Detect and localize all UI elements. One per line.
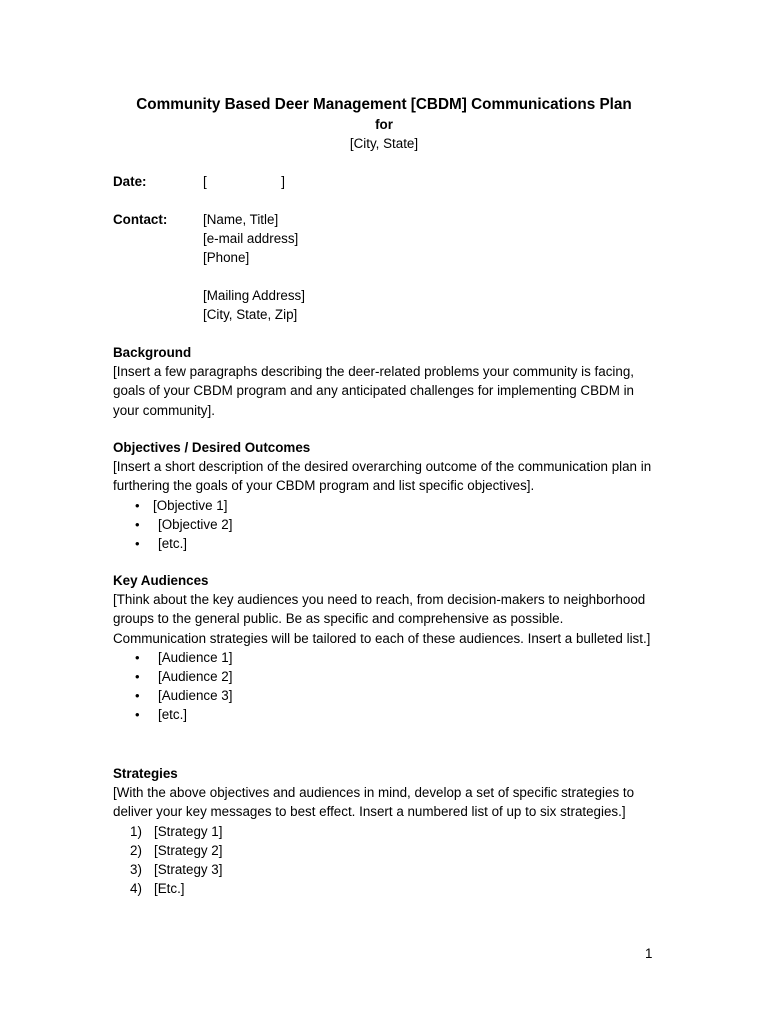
list-number: 2): [130, 842, 142, 858]
objectives-list: [113, 496, 658, 554]
document-location: [City, State]: [349, 136, 419, 151]
document-title: Community Based Deer Management [CBDM] Communications Plan: [136, 96, 632, 113]
strategies-heading: Strategies: [113, 766, 178, 781]
strategies-text: [With the above objectives and audiences in mind, develop a set of specific strategies to deliver your key messages to best effect. Insert a numbered list of up to six strategies.]: [113, 785, 635, 820]
date-placeholder: [203, 172, 285, 191]
background-section: [113, 343, 658, 420]
list-item: • [Audience 2]: [113, 667, 658, 686]
audiences-heading: Key Audiences: [113, 573, 209, 588]
list-number: 4): [130, 880, 142, 896]
list-item: • [etc.]: [113, 705, 658, 724]
page-number: 1: [645, 946, 653, 961]
list-item: • [Audience 1]: [113, 648, 658, 667]
contact-label: Contact:: [113, 212, 168, 227]
list-item-label: [Strategy 3]: [154, 861, 223, 877]
list-item: [113, 841, 658, 860]
contact-city-state-zip: [City, State, Zip]: [203, 307, 298, 322]
contact-mailing-address: [Mailing Address]: [203, 288, 305, 303]
list-item-label: [Strategy 1]: [154, 823, 223, 839]
audiences-section: [113, 571, 658, 725]
list-number: 1): [130, 823, 142, 839]
audiences-text: [Think about the key audiences you need to reach, from decision-makers to neighborhood groups to the general public. Be as specific and comprehensive as possible. Communication strategies will be tailored to each of these audiences. Insert a bulleted list.]: [113, 592, 651, 646]
objectives-section: [113, 438, 658, 553]
list-item: [113, 822, 658, 841]
list-number: 3): [130, 861, 142, 877]
list-item: • [Objective 1]: [113, 496, 658, 515]
objectives-text: [Insert a short description of the desired overarching outcome of the communication plan in furthering the goals of your CBDM program and list specific objectives].: [113, 459, 652, 494]
list-item: [113, 879, 658, 898]
audiences-list: [113, 648, 658, 725]
contact-email: [e-mail address]: [203, 231, 299, 246]
background-heading: Background: [113, 345, 192, 360]
date-label: Date:: [113, 174, 147, 189]
title-for: for: [375, 117, 393, 132]
list-item: • [Audience 3]: [113, 686, 658, 705]
objectives-heading: Objectives / Desired Outcomes: [113, 440, 311, 455]
list-item: • [etc.]: [113, 534, 658, 553]
contact-name-title: [Name, Title]: [203, 212, 279, 227]
list-item-label: [Strategy 2]: [154, 842, 223, 858]
strategies-list: [113, 822, 658, 898]
date-close-bracket: ]: [281, 174, 285, 189]
list-item: [113, 860, 658, 879]
background-text: [Insert a few paragraphs describing the deer-related problems your community is facing, goals of your CBDM program and any anticipated challenges for implementing CBDM in your community].: [113, 364, 634, 418]
list-item: • [Objective 2]: [113, 515, 658, 534]
contact-phone: [Phone]: [203, 250, 250, 265]
list-item-label: [Etc.]: [154, 880, 185, 896]
date-open-bracket: [: [203, 174, 207, 189]
strategies-section: [113, 764, 658, 898]
